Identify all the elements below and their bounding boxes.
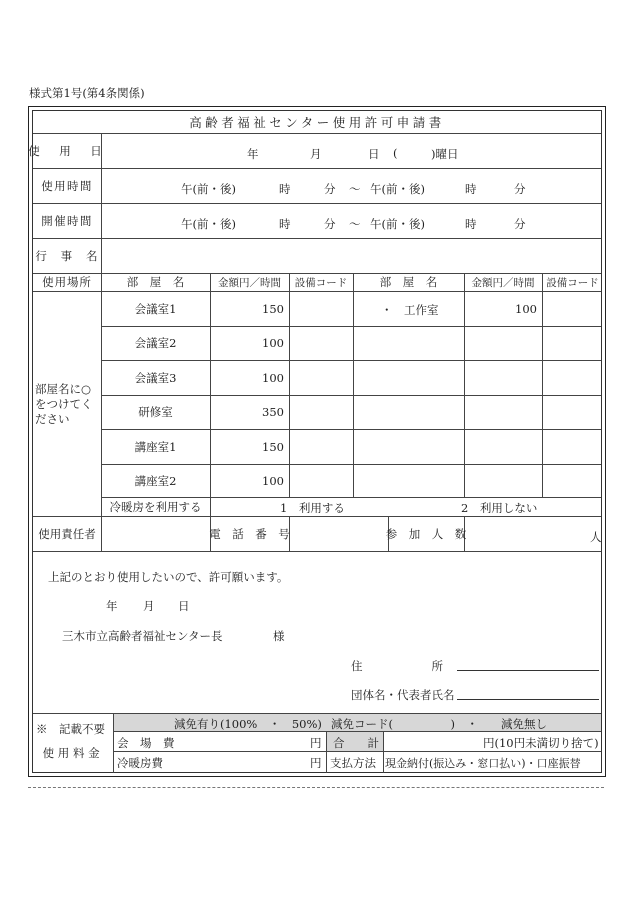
aircon-fee-label: 冷暖房費 (117, 756, 163, 770)
responsible-label: 使用責任者 (38, 526, 96, 541)
form-title: 高齢者福祉センター使用許可申請書 (189, 115, 445, 130)
org-label: 団体名・代表者氏名 (351, 688, 455, 702)
payment-label: 支払方法 (330, 756, 376, 770)
date-year: 年 (106, 599, 118, 613)
aircon-option-use: 1 利用する (280, 501, 345, 515)
event-time-end-hour: 時 (465, 217, 477, 231)
date-day: 日 (178, 599, 190, 613)
room-fee: 350 (262, 405, 284, 419)
room-name: 会議室3 (134, 370, 177, 385)
event-time-end-ampm: 午(前・後) (370, 217, 425, 231)
room-fee: 100 (515, 301, 537, 316)
room-name: 研修室 (138, 405, 173, 419)
event-time-label: 開催時間 (41, 213, 93, 228)
addressee: 三木市立高齢者福祉センター長 (62, 629, 223, 643)
use-date-month: 月 (310, 147, 322, 161)
venue-fee-label: 会 場 費 (117, 736, 175, 750)
form-number: 様式第1号(第4条関係) (29, 86, 145, 100)
room-header-left: 部 屋 名 (126, 275, 185, 289)
payment-text: 現金納付(振込み・窓口払い)・口座振替 (385, 757, 581, 770)
event-time-start-ampm: 午(前・後) (181, 217, 236, 231)
use-time-end-ampm: 午(前・後) (370, 182, 425, 196)
room-name: 会議室1 (134, 301, 177, 316)
total-text: 円(10円未満切り捨て) (483, 736, 599, 750)
fee-header-right: 金額円／時間 (471, 276, 535, 289)
room-bullet: ・ (381, 303, 393, 317)
event-time-minute: 分 (324, 217, 336, 231)
fee-label: 使用料金 (42, 746, 104, 760)
use-time-hour: 時 (279, 182, 291, 196)
room-name: 会議室2 (134, 336, 177, 350)
participants-label: 参 加 人 数 (385, 526, 467, 541)
use-date-paren-open: ( (393, 146, 398, 160)
use-time-end-minute: 分 (514, 182, 526, 196)
org-line (457, 686, 599, 700)
equipment-header-right: 設備コード (546, 276, 599, 289)
venue-fee-yen: 円 (310, 736, 322, 750)
use-time-end-hour: 時 (465, 182, 477, 196)
room-fee: 100 (262, 473, 284, 488)
room-name: 講座室1 (134, 439, 177, 454)
event-name-label: 行 事 名 (35, 248, 99, 263)
application-form (28, 106, 606, 777)
room-header-right: 部 屋 名 (379, 275, 438, 289)
equipment-header-left: 設備コード (294, 276, 348, 289)
use-date-weekday: )曜日 (431, 147, 459, 161)
use-time-tilde: ～ (349, 182, 361, 196)
room-name: 講座室2 (134, 473, 177, 488)
fee-note: ※ 記載不要 (36, 722, 105, 736)
room-fee: 150 (262, 301, 284, 316)
event-time-hour: 時 (279, 217, 291, 231)
place-label: 使用場所 (42, 275, 92, 289)
addressee-honorific: 様 (273, 629, 285, 643)
event-time-end-minute: 分 (514, 217, 526, 231)
use-date-year: 年 (247, 147, 259, 161)
address-label: 住 所 (351, 659, 443, 673)
room-fee: 100 (262, 370, 284, 385)
aircon-option-no-use: 2 利用しない (461, 501, 538, 515)
cut-line (28, 787, 604, 788)
address-line (457, 657, 599, 671)
room-instruction: 部屋名に○をつけてください (35, 382, 93, 426)
use-date-label: 使 用 日 (28, 143, 106, 158)
room-fee: 100 (262, 336, 284, 350)
form-inner-border (28, 110, 602, 773)
event-time-tilde: ～ (349, 217, 361, 231)
date-month: 月 (143, 599, 155, 613)
use-time-label: 使用時間 (41, 178, 93, 193)
aircon-fee-yen: 円 (310, 756, 322, 770)
room-name: 工作室 (404, 303, 439, 317)
phone-label: 電 話 番 号 (209, 526, 290, 541)
participants-unit: 人 (590, 530, 602, 544)
request-text: 上記のとおり使用したいので、許可願います。 (48, 570, 289, 584)
use-time-minute: 分 (324, 182, 336, 196)
total-label: 合 計 (333, 736, 379, 750)
reduction-option: 減免有り(100% ・ 50%) (174, 717, 322, 731)
aircon-label: 冷暖房を利用する (109, 499, 202, 514)
room-fee: 150 (262, 439, 284, 454)
use-time-start-ampm: 午(前・後) (181, 182, 236, 196)
use-date-day: 日 (368, 147, 380, 161)
reduction-code: 減免コード( ) ・ 減免無し (331, 717, 547, 731)
fee-header-left: 金額円／時間 (218, 276, 281, 289)
